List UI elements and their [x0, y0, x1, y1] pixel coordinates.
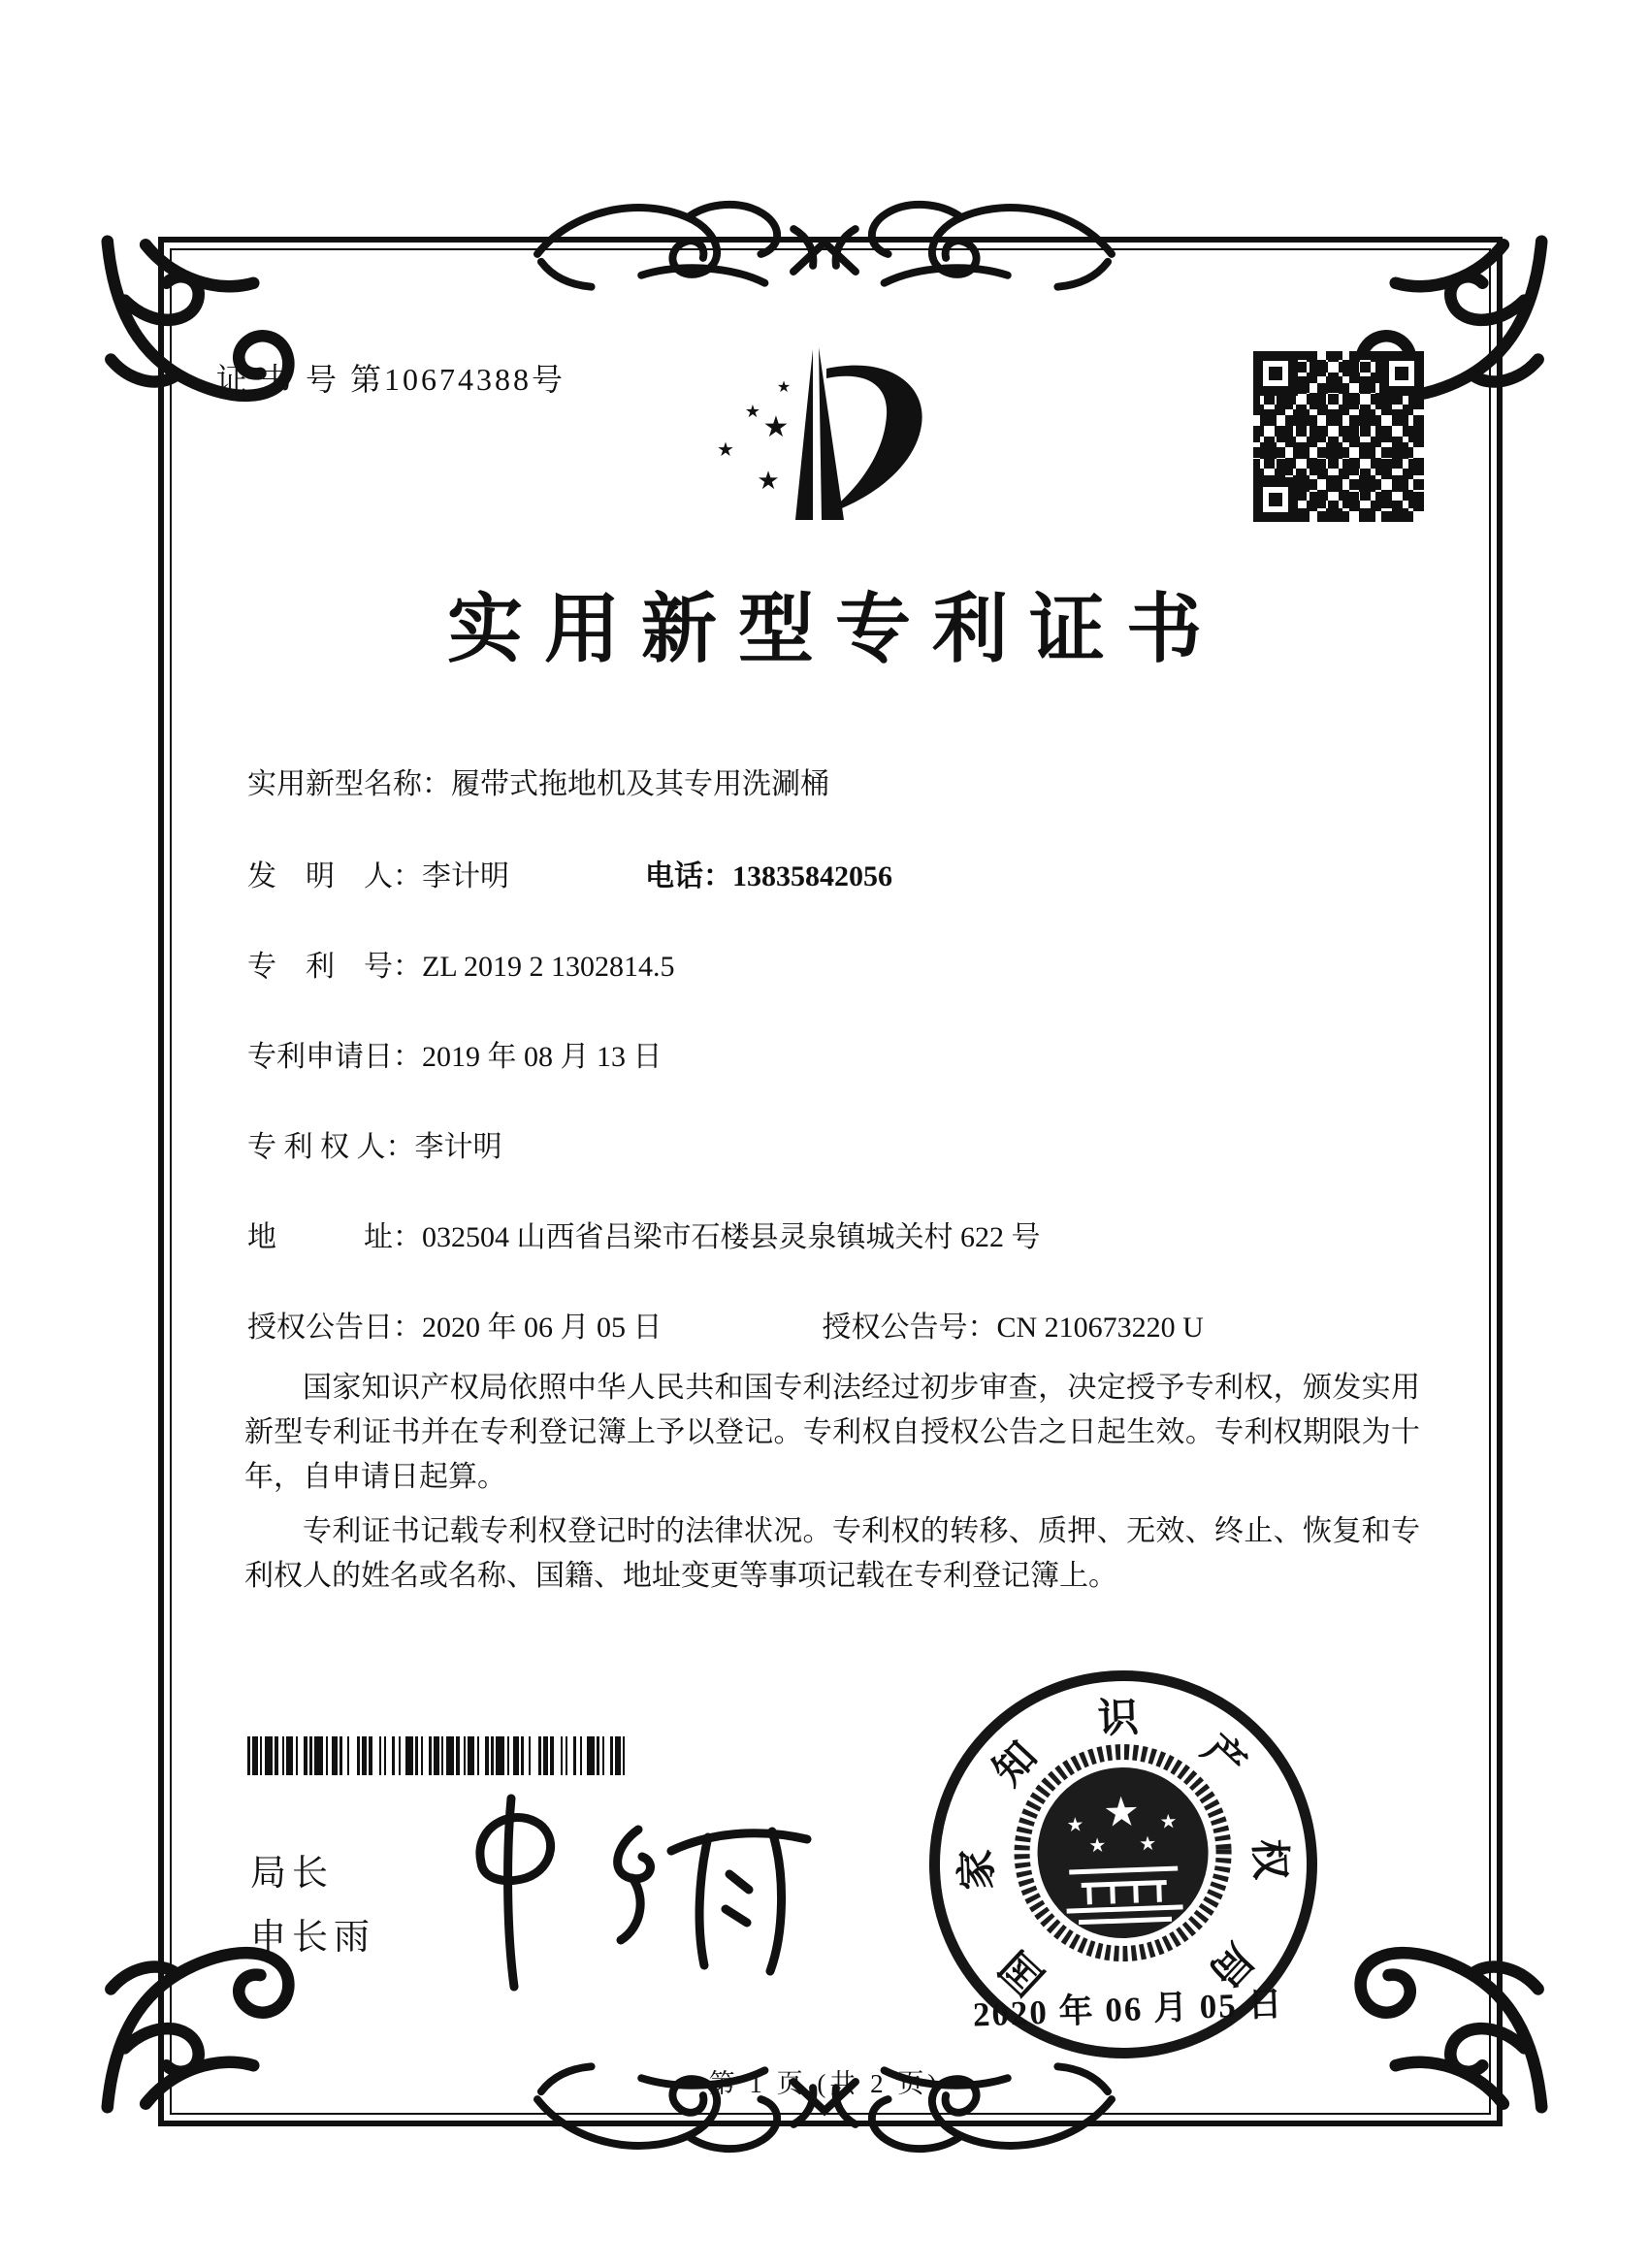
legal-paragraph-2: 专利证书记载专利权登记时的法律状况。专利权的转移、质押、无效、终止、恢复和专利权人的姓名或名称、国籍、地址变更等事项记载在专利登记簿上。: [244, 1515, 1420, 1592]
field-value: 履带式拖地机及其专用洗涮桶: [451, 768, 829, 800]
field-application-date: [247, 1032, 663, 1075]
svg-text:★: ★: [1159, 1809, 1178, 1833]
field-value: 032504 山西省吕梁市石楼县灵泉镇城关村 622 号: [422, 1221, 1041, 1253]
field-value-phone: 13835842056: [732, 860, 892, 892]
seal-char: 识: [1096, 1696, 1140, 1742]
svg-text:★: ★: [744, 402, 761, 422]
field-label: 发 明 人：: [247, 860, 422, 892]
field-value: 李计明: [414, 1131, 502, 1163]
certificate-title: 实用新型专利证书: [446, 587, 1223, 671]
seal-char: 权: [1245, 1837, 1292, 1881]
national-emblem-icon: [1007, 1736, 1240, 1974]
field-label: 专 利 号：: [247, 951, 422, 983]
field-label: 专 利 权 人：: [247, 1131, 415, 1163]
svg-text:★: ★: [1087, 1832, 1107, 1858]
barcode-icon: [247, 1736, 626, 1780]
qr-code-icon: [1253, 351, 1424, 522]
field-label-phone: 电话：: [645, 860, 732, 892]
field-label: 实用新型名称：: [247, 768, 451, 800]
seal-char: 国: [992, 1941, 1053, 2002]
page-number: 第 1 页 (共 2 页): [708, 2069, 941, 2098]
field-label-grant-number: 授权公告号：: [822, 1312, 997, 1344]
signer-role: 局长: [250, 1854, 334, 1894]
official-seal: [922, 1664, 1324, 2065]
field-value: 2019 年 08 月 13 日: [422, 1041, 663, 1073]
field-inventor: [247, 852, 892, 894]
field-value: ZL 2019 2 1302814.5: [422, 951, 675, 983]
svg-text:★: ★: [762, 410, 790, 444]
cnipa-p-logo-icon: [718, 328, 970, 527]
field-utility-model-name: [247, 760, 829, 802]
field-grant-date: [247, 1303, 1204, 1345]
seal-char: 产: [1193, 1727, 1254, 1788]
svg-text:★: ★: [1138, 1831, 1157, 1856]
svg-text:★: ★: [718, 437, 734, 461]
field-patentee: [247, 1122, 502, 1165]
signer-name: 申长雨: [250, 1918, 375, 1958]
handwritten-signature-icon: [417, 1793, 824, 2001]
qr-finder-icon: [1253, 477, 1298, 522]
seal-char: 知: [986, 1733, 1047, 1795]
qr-finder-icon: [1379, 351, 1424, 396]
seal-date: 2020 年 06 月 05 日: [972, 1985, 1285, 2034]
field-label: 专利申请日：: [247, 1041, 422, 1073]
field-value: 李计明: [422, 860, 509, 892]
svg-text:★: ★: [1102, 1787, 1141, 1836]
legal-paragraph-1: 国家知识产权局依照中华人民共和国专利法经过初步审查，决定授予专利权，颁发实用新型专利证书并在专利登记簿上予以登记。专利权自授权公告之日起生效。专利权期限为十年，自申请日起算。: [244, 1372, 1420, 1493]
qr-finder-icon: [1253, 351, 1298, 396]
certificate-number: 证 书 号 第10674388号: [216, 362, 566, 397]
seal-char: 家: [954, 1848, 1001, 1892]
svg-text:★: ★: [776, 377, 792, 396]
field-value: 2020 年 06 月 05 日: [422, 1312, 663, 1344]
field-label: 地 址：: [247, 1221, 422, 1253]
svg-text:★: ★: [1066, 1812, 1084, 1837]
svg-text:★: ★: [757, 467, 780, 496]
top-center-ornament-icon: [534, 186, 1116, 295]
field-address: [247, 1213, 1041, 1255]
field-value-grant-number: CN 210673220 U: [996, 1312, 1204, 1344]
field-patent-number: [247, 942, 675, 985]
field-label: 授权公告日：: [247, 1312, 422, 1344]
corner-flourish-icon: [97, 231, 306, 439]
legal-text: [244, 1366, 1420, 1608]
seal-char: 局: [1200, 1934, 1261, 1995]
